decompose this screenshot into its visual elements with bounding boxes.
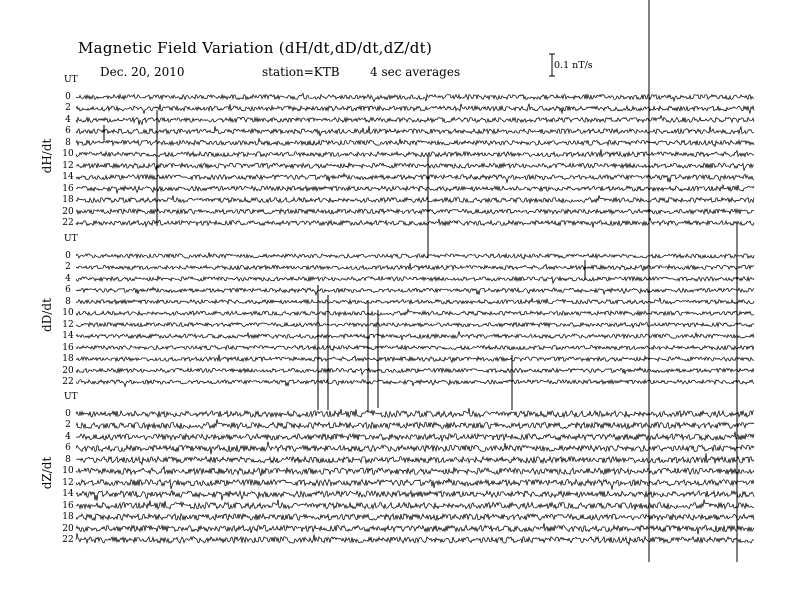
trace-line [76,93,754,101]
hour-tick-label: 2 [65,103,71,114]
hour-tick-label: 6 [65,443,71,454]
hour-tick-label: 14 [62,331,74,342]
hour-tick-label: 20 [62,206,74,217]
hour-tick-label: 4 [65,114,71,125]
component-label: dD/dt [40,298,54,332]
hour-tick-label: 4 [65,431,71,442]
hour-tick-label: 0 [65,251,71,261]
trace-line [76,467,754,476]
hour-tick-label: 22 [62,217,74,228]
trace-line [76,116,754,125]
component-label: dZ/dt [40,456,54,490]
trace-line [76,298,754,304]
trace-line [76,149,754,157]
hour-tick-label: 0 [65,409,71,419]
hour-tick-label: 16 [62,183,74,194]
trace-line [76,163,754,171]
hour-tick-label: 20 [62,523,74,534]
trace-line [76,514,754,520]
hour-tick-label: 0 [65,92,71,102]
hour-tick-label: 12 [62,477,74,488]
trace-line [76,408,754,417]
trace-line [76,276,754,283]
component-label: dH/dt [40,138,54,174]
trace-line [76,287,754,295]
trace-line [76,380,754,387]
trace-line [76,368,754,375]
trace-line [76,174,754,183]
hour-tick-label: 18 [62,354,74,365]
trace-line [76,332,754,341]
chart-title: Magnetic Field Variation (dH/dt,dD/dt,dZ/dt) [78,39,433,57]
trace-line [76,309,754,316]
trace-line [76,263,754,271]
trace-line [76,432,754,442]
date-label: Dec. 20, 2010 [100,65,185,79]
hour-tick-label: 12 [62,319,74,330]
trace-line [76,442,754,455]
trace-line [76,500,754,510]
hour-tick-label: 4 [65,273,71,284]
hour-tick-label: 20 [62,365,74,376]
trace-line [76,218,754,228]
hour-tick-label: 18 [62,512,74,523]
trace-line [76,533,754,544]
station-label: station=KTB [262,65,340,79]
trace-line [76,478,754,489]
hour-tick-label: 2 [65,420,71,431]
trace-line [76,419,754,429]
trace-line [76,253,754,260]
trace-line [76,355,754,363]
hour-tick-label: 6 [65,285,71,296]
hour-tick-label: 10 [62,308,74,319]
trace-line [76,323,754,328]
ut-label: UT [64,75,78,85]
hour-tick-label: 8 [65,137,71,148]
trace-line [76,195,754,203]
trace-line [76,139,754,147]
hour-tick-label: 2 [65,262,71,273]
hour-tick-label: 18 [62,195,74,206]
hour-tick-label: 14 [62,489,74,500]
scale-bar-label: 0.1 nT/s [554,60,593,71]
trace-line [76,523,754,534]
hour-tick-label: 16 [62,342,74,353]
trace-line [76,453,754,464]
hour-tick-label: 22 [62,376,74,387]
hour-tick-label: 10 [62,149,74,160]
trace-line [76,185,754,194]
hour-tick-label: 8 [65,454,71,465]
hour-tick-label: 6 [65,126,71,137]
ut-label: UT [64,234,78,244]
trace-line [76,104,754,114]
hour-tick-label: 16 [62,500,74,511]
hour-tick-label: 22 [62,534,74,545]
hour-tick-label: 10 [62,466,74,477]
trace-line [76,346,754,351]
trace-line [76,126,754,136]
hour-tick-label: 14 [62,172,74,183]
averaging-label: 4 sec averages [370,65,461,79]
ut-label: UT [64,392,78,402]
trace-line [76,491,754,501]
trace-line [76,209,754,214]
hour-tick-label: 12 [62,160,74,171]
hour-tick-label: 8 [65,296,71,307]
